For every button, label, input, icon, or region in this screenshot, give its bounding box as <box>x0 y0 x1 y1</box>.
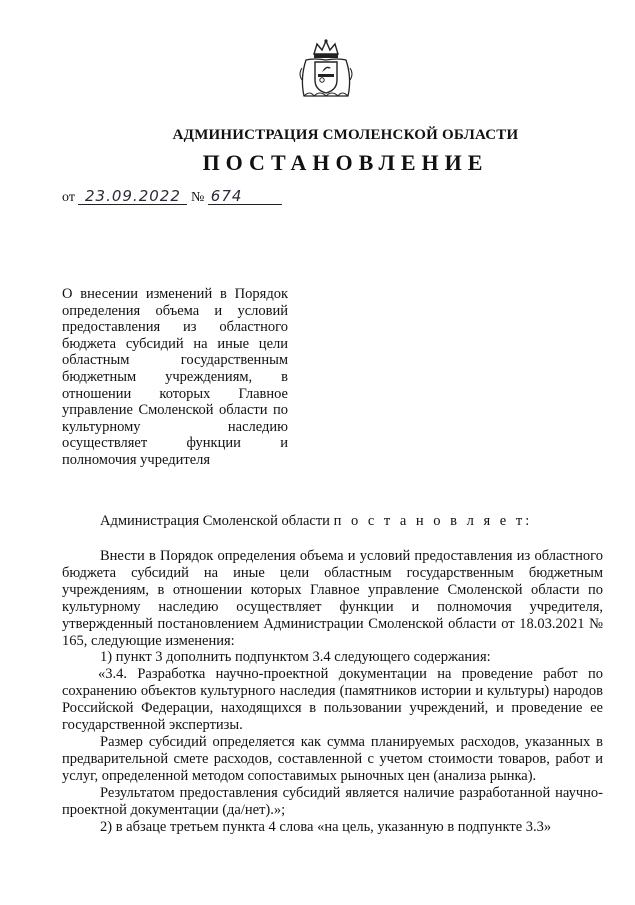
document-type-title: ПОСТАНОВЛЕНИЕ <box>202 150 489 175</box>
number-sign: № <box>190 190 205 205</box>
preamble-text: Администрация Смоленской области <box>100 513 330 529</box>
handwritten-number: 674 <box>208 188 282 205</box>
handwritten-date: 23.09.2022 <box>78 188 187 205</box>
body-paragraph: Внести в Порядок определения объема и условий предоставления из областного бюджета субсидий на иные цели областным государственным бюджетным учреждениям, в отношении которых Главное управление Смоленской области по культурному наследию осуществляет функции и полномочия учредителя, утвержденный постановлением Администрации Смоленской области от 18.03.2021 № 165, следующие изменения: <box>62 548 603 649</box>
body-paragraph: Результатом предоставления субсидий является наличие разработанной научно-проектной документации (да/нет).»; <box>62 784 603 818</box>
document-body <box>62 548 603 835</box>
body-paragraph: «3.4. Разработка научно-проектной документации на проведение работ по сохранению объектов культурного наследия (памятников истории и культуры) народов Российской Федерации, находящихся в пользовании учреждений, и проведение ее государственной экспертизы. <box>62 666 603 734</box>
preamble <box>62 512 602 530</box>
organization-title: АДМИНИСТРАЦИЯ СМОЛЕНСКОЙ ОБЛАСТИ <box>172 127 519 143</box>
body-paragraph: Размер субсидий определяется как сумма планируемых расходов, указанных в предварительной смете расходов, составленной с учетом стоимости товаров, работ и услуг, определенной методом сопоставимых рыночных цен (анализа рынка). <box>62 733 603 784</box>
date-prefix: от <box>62 190 75 205</box>
coat-of-arms-emblem <box>296 38 356 100</box>
preamble-verb: п о с т а н о в л я е т: <box>333 513 533 529</box>
date-number-line <box>62 188 282 206</box>
body-paragraph: 2) в абзаце третьем пункта 4 слова «на цель, указанную в подпункте 3.3» <box>100 818 552 835</box>
body-paragraph: 1) пункт 3 дополнить подпунктом 3.4 следующего содержания: <box>100 649 491 666</box>
document-subject: О внесении изменений в Порядок определения объема и условий предоставления из областного бюджета субсидий на иные цели областным государственным бюджетным учреждениям, в отношении которых Главное управление Смоленской области по культурному наследию осуществляет функции и полномочия учредителя <box>62 286 288 468</box>
